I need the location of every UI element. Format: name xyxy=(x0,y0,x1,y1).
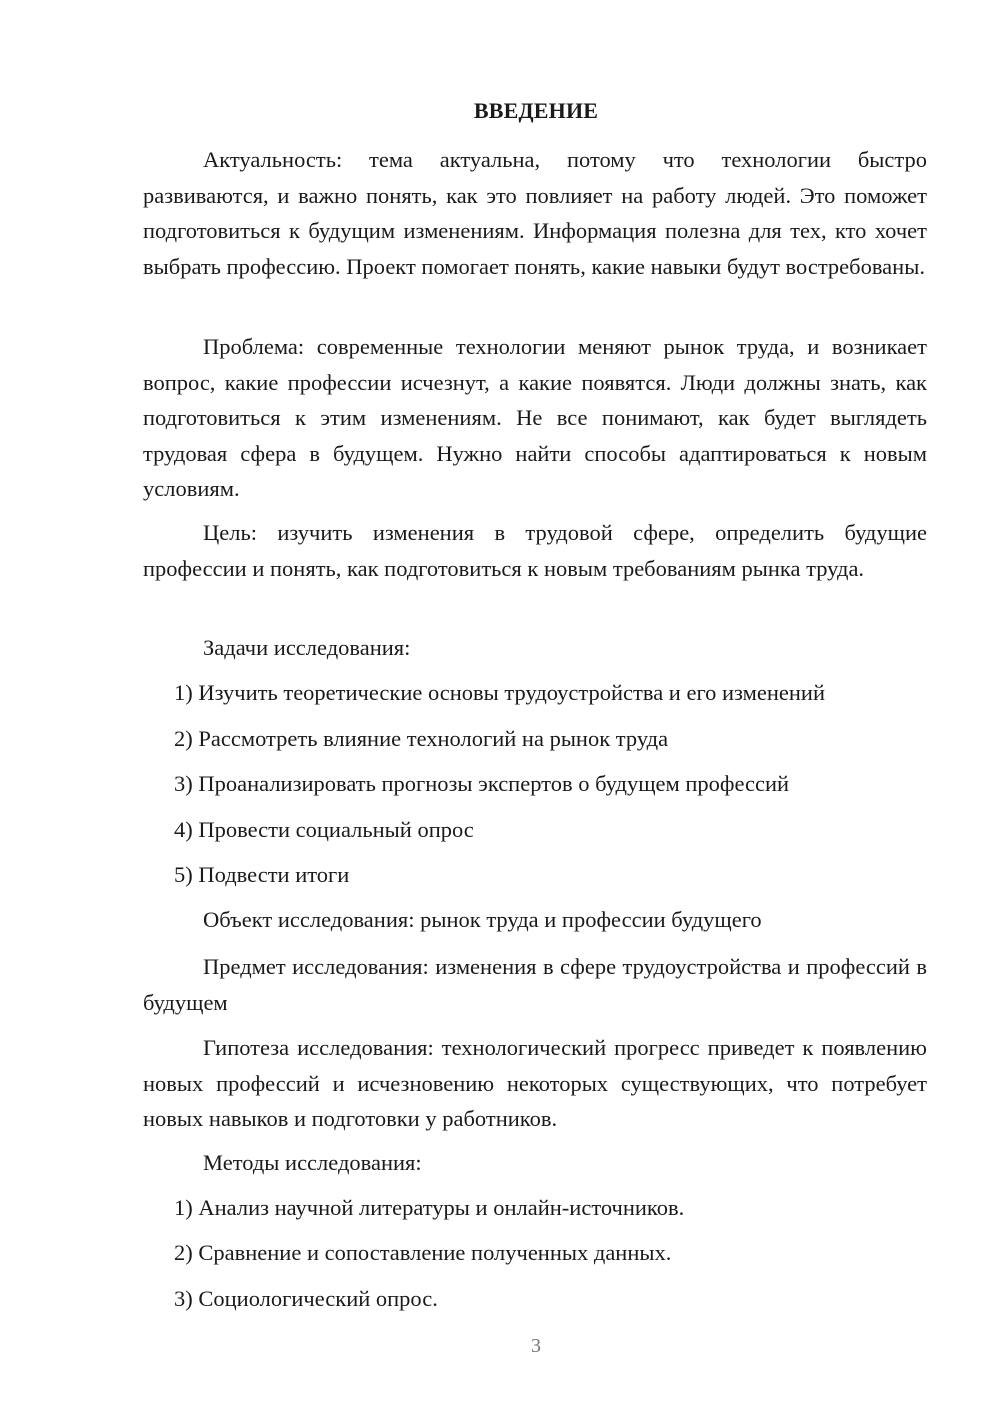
task-item: 4) Провести социальный опрос xyxy=(174,817,474,842)
relevance-paragraph: Актуальность: тема актуальна, потому что технологии быстро развиваются, и важно понять, как это повлияет на работу людей. Это поможет подготовиться к будущим изменениям. Информация полезна для тех, кто хочет выбрать профессию. Проект помогает понять, какие навыки будут востребованы. xyxy=(143,147,927,279)
problem-paragraph: Проблема: современные технологии меняют рынок труда, и возникает вопрос, какие профессии исчезнут, а какие появятся. Люди должны знать, как подготовиться к этим изменениям. Не все понимают, как будет выглядеть трудовая сфера в будущем. Нужно найти способы адаптироваться к новым условиям. xyxy=(143,334,927,501)
page-number: 3 xyxy=(531,1335,541,1357)
method-item: 1) Анализ научной литературы и онлайн-источников. xyxy=(174,1195,685,1220)
task-item: 5) Подвести итоги xyxy=(174,862,350,887)
hypothesis-paragraph: Гипотеза исследования: технологический прогресс приведет к появлению новых профессий и исчезновению некоторых существующих, что потребует новых навыков и подготовки у работников. xyxy=(143,1035,927,1131)
tasks-heading: Задачи исследования: xyxy=(203,635,411,660)
goal-paragraph: Цель: изучить изменения в трудовой сфере, определить будущие профессии и понять, как подготовиться к новым требованиям рынка труда. xyxy=(143,520,927,581)
task-item: 3) Проанализировать прогнозы экспертов о будущем профессий xyxy=(174,771,790,796)
task-item: 1) Изучить теоретические основы трудоустройства и его изменений xyxy=(174,680,825,705)
object-line: Объект исследования: рынок труда и профессии будущего xyxy=(203,907,762,932)
section-title: ВВЕДЕНИЕ xyxy=(473,98,599,123)
method-item: 3) Социологический опрос. xyxy=(174,1286,438,1311)
task-item: 2) Рассмотреть влияние технологий на рынок труда xyxy=(174,726,669,751)
method-item: 2) Сравнение и сопоставление полученных данных. xyxy=(174,1240,672,1265)
methods-heading: Методы исследования: xyxy=(203,1150,422,1175)
subject-paragraph: Предмет исследования: изменения в сфере трудоустройства и профессий в будущем xyxy=(143,954,927,1015)
